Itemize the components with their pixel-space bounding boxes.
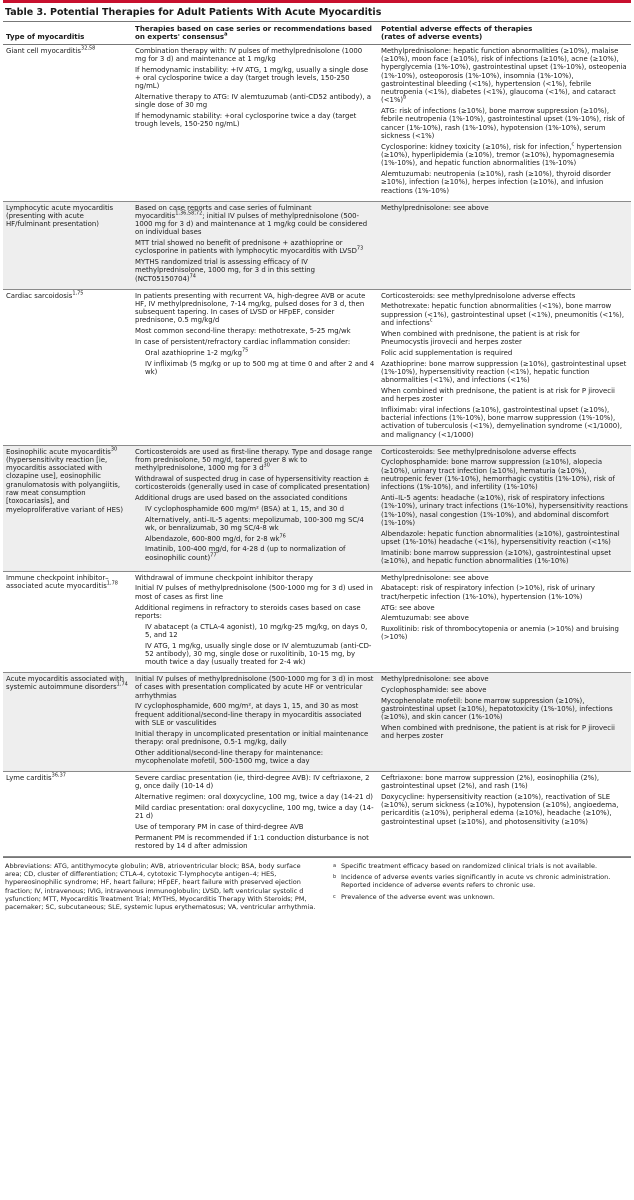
therapy-item-text: Initial therapy in uncomplicated presentation or initial maintenance therapy: oral prednisone, 0.5-1 mg/kg, daily [135, 729, 369, 746]
adverse-item [381, 302, 628, 327]
adverse-item [381, 793, 628, 826]
therapy-item [135, 448, 375, 473]
therapy-cell [132, 44, 378, 201]
abbreviations-note: Abbreviations: ATG, antithymocyte globulin; AVB, atrioventricular block; BSA, body surface area; CD, cluster of differentiation; CTLA-4, cytotoxic T-lymphocyte antigen–4; HES, hypereosinophilic syndrome; HF, heart failure; HFpEF, heart failure with preserved ejection fraction; IV, intravenous; IVIG, intravenous immunoglobulin; LVSD, left ventricular systolic d ysfunction; MTT, Myocarditis Treatment Trial; MYTHS, Myocarditis Therapy With Steroids; PM, pacemaker; SC, subcutaneous; SLE, systemic lupus erythematosus; VA, ventricular arrhythmia. [5, 861, 316, 912]
footnote [333, 862, 631, 870]
header-row [3, 22, 631, 44]
therapy-item [135, 804, 375, 821]
myocarditis-type-cell [3, 445, 132, 571]
adverse-item-text: Corticosteroids: See methylprednisolone adverse effects [381, 447, 577, 456]
myocarditis-type: Acute myocarditis associated with systemic autoimmune disorders [6, 675, 124, 692]
therapy-item [135, 47, 375, 64]
therapy-item [135, 574, 375, 582]
superscript: 30 [263, 462, 270, 469]
myocarditis-type: Lyme carditis [6, 773, 52, 782]
therapy-item-text: Alternatively, anti–IL-5 agents: mepolizumab, 100-300 mg SC/4 wk, or benralizumab, 30 mg SC/4-8 wk [145, 515, 364, 532]
therapy-item [135, 494, 375, 502]
superscript: 73 [356, 246, 364, 253]
therapy-item [135, 360, 375, 377]
therapy-item-text: Severe cardiac presentation (ie, third-degree AVB): IV ceftriaxone, 2 g, once daily (10-14 d) [135, 773, 370, 791]
superscript: b [403, 95, 407, 102]
reference-superscript: 1,75 [72, 290, 84, 297]
myocarditis-type: Immune checkpoint inhibitor–associated acute myocarditis [6, 573, 109, 590]
therapy-item-text: Combination therapy with: IV pulses of methylprednisolone (1000 mg for 3 d) and maintenance at 1 mg/kg [135, 46, 363, 63]
table-title: Table 3. Potential Therapies for Adult Patients With Acute Myocarditis [3, 3, 631, 22]
adverse-item-text: Cyclosporine: kidney toxicity (≥10%), risk for infection, [381, 142, 572, 151]
myocarditis-type: Giant cell myocarditis [6, 46, 82, 55]
therapy-item [135, 93, 375, 110]
footnote [333, 873, 631, 890]
therapy-item-text: Oral azathioprine 1-2 mg/kg [145, 348, 242, 357]
therapy-item [135, 749, 375, 766]
therapy-item [135, 834, 375, 851]
table-footer [3, 857, 631, 912]
adverse-item-text: Azathioprine: bone marrow suppression (≥10%), gastrointestinal upset (1%-10%), hypersensitivity reaction (<1%), hepatic function abnormalities (<1%), and infections (<1%) [381, 359, 627, 385]
adverse-item-text: Methylprednisolone: see above [381, 573, 489, 582]
adverse-item [381, 584, 628, 601]
therapy-item-text: Use of temporary PM in case of third-degree AVB [135, 822, 304, 831]
adverse-item [381, 458, 628, 491]
therapy-item [135, 793, 375, 801]
therapy-cell [132, 673, 378, 772]
myocarditis-type-cell [3, 771, 132, 856]
therapy-item [135, 327, 375, 335]
adverse-item-text: Infliximab: viral infections (≥10%), gastrointestinal upset (≥10%), bacterial infections (1%-10%), bone marrow suppression (1%-10%), activation of tuberculosis (<1%), demyelination syndrome (<1/1000), and malignancy (<1/1000) [381, 405, 623, 439]
therapy-item [135, 675, 375, 700]
adverse-item-text: Methylprednisolone: see above [381, 203, 489, 212]
adverse-item-text: Abatacept: risk of respiratory infection (>10%), risk of urinary tract/herpetic infection (1%-10%), hypertension (1%-10%) [381, 584, 596, 601]
therapy-cell [132, 201, 378, 289]
adverse-item-text: Albendazole: hepatic function abnormalities (≥10%), gastrointestinal upset (1%-10%) headache (<1%), hypersensitivity reaction (<1%) [381, 529, 620, 546]
myocarditis-type-cell [3, 289, 132, 445]
therapy-item-text: Imatinib, 100-400 mg/d, for 4-28 d (up to normalization of eosinophilic count) [145, 545, 346, 562]
therapy-item-text: IV cyclophosphamide, 600 mg/m², at days 1, 15, and 30 as most frequent additional/second-line therapy in myocarditis associated with SLE or vasculitides [135, 702, 362, 727]
therapy-cell [132, 445, 378, 571]
adverse-item-text: When combined with prednisone, the patient is at risk for Pneumocystis jirovecii and herpes zoster [381, 329, 580, 346]
adverse-item [381, 724, 628, 741]
therapy-item-text: Withdrawal of suspected drug in case of hypersensitivity reaction ± corticosteroids (generally used in case of complicated presentation) [135, 474, 370, 492]
therapy-item [135, 516, 375, 533]
myocarditis-type: Cardiac sarcoidosis [6, 291, 73, 300]
therapy-item [135, 292, 375, 325]
reference-superscript: 1,74 [116, 681, 128, 688]
therapy-item-text: Albendazole, 600-800 mg/d, for 2-8 wk [145, 534, 280, 543]
adverse-item [381, 406, 628, 439]
adverse-item-text: When combined with prednisone, the patient is at risk for P jirovecii and herpes zoster [381, 386, 615, 404]
adverse-item-text: ATG: see above [381, 603, 435, 612]
therapy-item-text: If hemodynamic instability: +IV ATG, 1 mg/kg, usually a single dose + oral cyclosporine twice a day (target trough levels, 150-250 ng/mL) [135, 65, 369, 91]
adverse-item [381, 349, 628, 357]
therapy-item-text: Alternative regimen: oral doxycycline, 100 mg, twice a day (14-21 d) [135, 792, 373, 801]
adverse-item [381, 675, 628, 683]
adverse-item-text: Corticosteroids: see methylprednisolone adverse effects [381, 291, 576, 300]
adverse-item [381, 387, 628, 404]
therapy-item [135, 774, 375, 791]
adverse-item [381, 448, 628, 456]
adverse-item-text: Alemtuzumab: neutropenia (≥10%), rash (≥10%), thyroid disorder ≥10%), infection (≥10%), herpes infection (≥10%), and infusion reactions (1%-10%) [381, 170, 612, 195]
adverse-item [381, 143, 628, 168]
superscript: 74 [189, 273, 196, 280]
therapy-item-text: Alternative therapy to ATG: IV alemtuzumab (anti-CD52 antibody), a single dose of 30 mg [135, 93, 371, 110]
therapy-item [135, 258, 375, 283]
table-body [3, 44, 631, 856]
adverse-item [381, 574, 628, 582]
reference-superscript: 1,78 [106, 580, 118, 587]
table-row [3, 771, 631, 856]
adverse-item-text-cont: hypertension (≥10%), hyperlipidemia (≥10%), tremor (≥10%), hypomagnesemia (1%-10%), and hepatic function abnormalities (1%-10%) [381, 142, 622, 168]
therapy-item [135, 623, 375, 640]
therapy-item-text: Withdrawal of immune checkpoint inhibitor therapy [135, 573, 313, 582]
adverse-item-text: Cyclophosphamide: bone marrow suppression (≥10%), alopecia (≥10%), urinary tract infection (≥10%), hematuria (≥10%), neutropenic fever (1%-10%), hemorrhagic cystitis (1%-10%), risk of infections (1%-10%), and infertility (1%-10%) [381, 458, 615, 492]
therapy-item [135, 204, 375, 237]
superscript: c [571, 141, 575, 148]
therapy-item [135, 730, 375, 747]
myocarditis-type: Lymphocytic acute myocarditis (presenting with acute HF/fulminant presentation) [6, 203, 114, 229]
therapy-item [135, 239, 375, 256]
adverse-item [381, 549, 628, 566]
superscript: 76 [279, 533, 286, 540]
adverse-item-text: Folic acid supplementation is required [381, 348, 513, 357]
therapy-cell [132, 289, 378, 445]
therapy-item [135, 349, 375, 357]
therapy-item-text: In patients presenting with recurrent VA, high-degree AVB or acute HF, IV methylprednisolone, 7-14 mg/kg, pulsed doses for 3 d, then subsequent tapering. In cases of LVSD or HFpEF, consider prednisone, 0.5 mg/kg/d [135, 291, 366, 325]
therapy-item-text: IV infliximab (5 mg/kg or up to 500 mg at time 0 and after 2 and 4 wk) [145, 359, 375, 376]
myocarditis-type-detail: (hypersensitivity reaction [ie, myocarditis associated with clozapine use], eosinophilic granulomatosis with polyangiitis, raw meat consumption [toxocariasis], and myeloproliferative variant of HES) [6, 455, 124, 514]
table-row [3, 571, 631, 672]
adverse-item [381, 686, 628, 694]
adverse-item-text: ATG: risk of infections (≥10%), bone marrow suppression (≥10%), febrile neutropenia (1%-10%), gastrointestinal upset (1%-10%), risk of cancer (1%-10%), rash (1%-10%), hypotension (1%-10%), serum sickness (<1%) [381, 107, 625, 141]
column-header-type: Type of myocarditis [3, 22, 132, 44]
adverse-effects-cell [378, 201, 631, 289]
therapy-item-text: Initial IV pulses of methylprednisolone (500-1000 mg for 3 d) in most of cases with presentation complicated by acute HF or ventricular arrhythmias [135, 675, 374, 700]
adverse-item [381, 170, 628, 195]
superscript: 75 [241, 347, 249, 354]
therapies-table [3, 22, 631, 857]
therapy-item [135, 66, 375, 91]
adverse-item-text: When combined with prednisone, the patient is at risk for P jirovecii and herpes zoster [381, 723, 615, 741]
adverse-item [381, 604, 628, 612]
therapy-item-text: Mild cardiac presentation: oral doxycycline, 100 mg, twice a day (14-21 d) [135, 803, 374, 820]
adverse-item [381, 614, 628, 622]
table-row [3, 201, 631, 289]
therapy-item-text: If hemodynamic stability: +oral cyclosporine twice a day (target trough levels, 150-250 ng/mL) [135, 112, 357, 129]
therapy-item [135, 604, 375, 621]
adverse-item-text: Imatinib: bone marrow suppression (≥10%), gastrointestinal upset (≥10%), and hepatic function abnormalities (1%-10%) [381, 548, 612, 565]
adverse-item [381, 494, 628, 527]
footnote-text: Specific treatment efficacy based on randomized clinical trials is not available. [341, 861, 598, 870]
superscript: 77 [210, 552, 217, 559]
therapy-item-text: Other additional/second-line therapy for maintenance: mycophenolate mofetil, 500-1500 mg, twice a day [135, 748, 324, 766]
adverse-item-text: Alemtuzumab: see above [381, 614, 469, 623]
adverse-item-text: Mycophenolate mofetil: bone marrow suppression (≥10%), gastrointestinal upset (≥10%), hepatotoxicity (1%-10%), infections (≥10%), and skin cancer (1%-10%) [381, 696, 613, 722]
adverse-item [381, 107, 628, 140]
therapy-item [135, 338, 375, 346]
therapy-item-text: Based on case reports and case series of fulminant myocarditis [135, 203, 312, 220]
adverse-item-text: Methotrexate: hepatic function abnormalities (<1%), bone marrow suppression (<1%), gastrointestinal upset (<1%), pneumonitis (<1%), and infections [381, 302, 625, 327]
table-row [3, 445, 631, 571]
adverse-item-text: Ceftriaxone: bone marrow suppression (2%), eosinophilia (2%), gastrointestinal upset (2%), and rash (1%) [381, 773, 600, 791]
reference-superscript: 32,58 [81, 45, 96, 52]
adverse-item [381, 204, 628, 212]
adverse-item [381, 292, 628, 300]
adverse-item [381, 47, 628, 105]
adverse-item-text: Methylprednisolone: see above [381, 675, 489, 683]
myocarditis-type-cell [3, 673, 132, 772]
adverse-effects-cell [378, 445, 631, 571]
myocarditis-type-cell [3, 44, 132, 201]
therapy-item-text: IV ATG, 1 mg/kg, usually single dose or IV alemtuzumab (anti-CD-52 antibody), 30 mg, single dose or ruxolitinib, 10-15 mg, by mouth twice a day (usually treated for 2-4 wk) [145, 641, 372, 667]
adverse-item-text: Doxycycline: hypersensitivity reaction (≥10%), reactivation of SLE (≥10%), serum sickness (≥10%), hypotension (≥10%), angioedema, pericarditis (≥10%), peripheral edema (≥10%), headache (≥10%), gastrointestinal upset (≥10%), and photosensitivity (≥10%) [381, 792, 619, 826]
adverse-item-text: Ruxolitinib: risk of thrombocytopenia or anemia (>10%) and bruising (>10%) [381, 625, 619, 642]
table-row [3, 289, 631, 445]
footnote-text: Incidence of adverse events varies significantly in acute vs chronic administration. Reported incidence of adverse events refers to chronic use. [341, 872, 611, 890]
therapy-item-text: MTT trial showed no benefit of prednisone + azathioprine or cyclosporine in patients with lymphocytic myocarditis with LVSD [135, 239, 357, 256]
therapy-item [135, 535, 375, 543]
therapy-item-text: Additional regimens in refractory to steroids cases based on case reports: [135, 603, 361, 620]
reference-superscript: 36,37 [51, 772, 66, 779]
therapy-item [135, 642, 375, 667]
adverse-effects-cell [378, 673, 631, 772]
adverse-item-text: Anti–IL-5 agents: headache (≥10%), risk of respiratory infections (1%-10%), urinary tract infections (1%-10%), hypersensitivity reactions (1%-10%), nasal congestion (1%-10%), and abdominal discomfort (1%-10%) [381, 493, 628, 527]
adverse-item-text: Cyclophosphamide: see above [381, 685, 487, 694]
table-row [3, 44, 631, 201]
therapy-item [135, 112, 375, 129]
adverse-effects-cell [378, 44, 631, 201]
therapy-item-text: In case of persistent/refractory cardiac inflammation consider: [135, 337, 351, 346]
therapy-item [135, 475, 375, 492]
therapy-cell [132, 771, 378, 856]
therapy-item-text: Most common second-line therapy: methotrexate, 5-25 mg/wk [135, 327, 351, 336]
footnote-text: Prevalence of the adverse event was unknown. [341, 892, 495, 901]
footnotes [325, 862, 631, 912]
adverse-item [381, 697, 628, 722]
therapy-item-text: IV abatacept (a CTLA-4 agonist), 10 mg/kg-25 mg/kg, on days 0, 5, and 12 [145, 622, 368, 639]
superscript: 1,36,58,72 [175, 210, 203, 217]
adverse-effects-cell [378, 771, 631, 856]
table-row [3, 673, 631, 772]
reference-superscript: 30 [110, 446, 118, 453]
myocarditis-type: Eosinophilic acute myocarditis [6, 447, 111, 456]
column-header-adverse: Potential adverse effects of therapies (rates of adverse events) [378, 22, 631, 44]
column-header-therapy: Therapies based on case series or recommendations based on experts' consensus$^a$ [132, 22, 378, 44]
footnote-marker: b [333, 873, 337, 880]
therapy-item [135, 702, 375, 727]
adverse-item-text: Methylprednisolone: hepatic function abnormalities (≥10%), malaise (≥10%), moon face (≥10%), risk of infections (≥10%), acne (≥10%), hyperglycemia (1%-10%), gastrointestinal upset (1%-10%), osteopenia (1%-10%), osteoporosis (1%-10%), insomnia (1%-10%), gastrointestinal bleeding (<1%), hypertension (<1%), febrile neutropenia (<1%), diabetes (<1%), glaucoma (<1%), and cataract (<1%) [381, 46, 627, 105]
adverse-item [381, 530, 628, 547]
adverse-effects-cell [378, 571, 631, 672]
therapy-item [135, 823, 375, 831]
superscript: c [429, 317, 433, 324]
therapy-item-text: Initial IV pulses of methylprednisolone (500-1000 mg for 3 d) used in most of cases as first line [135, 584, 373, 601]
therapy-item-text: Corticosteroids are used as first-line therapy. Type and dosage range from prednisolone, 50 mg/d, tapered over 8 wk to methylprednisolone, 1000 mg for 3 d [135, 447, 373, 473]
adverse-effects-cell [378, 289, 631, 445]
therapy-item-text: Permanent PM is recommended if 1:1 conduction disturbance is not restored by 14 d after admission [135, 833, 369, 850]
therapy-item-text: MYTHS randomized trial is assessing efficacy of IV methylprednisolone, 1000 mg, for 3 d in this setting (NCT05150704) [135, 258, 316, 283]
footnote-marker: a [333, 862, 337, 869]
therapy-item-text-cont: ; initial IV pulses of methylprednisolone (500-1000 mg for 3 d) and maintenance at 1 mg/kg could be considered on individual bases [135, 211, 368, 237]
myocarditis-type-cell [3, 201, 132, 289]
therapy-item-text: IV cyclophosphamide 600 mg/m² (BSA) at 1, 15, and 30 d [145, 504, 344, 513]
adverse-item [381, 330, 628, 347]
footnote [333, 893, 631, 901]
adverse-item [381, 625, 628, 642]
therapy-item-text: Additional drugs are used based on the associated conditions [135, 493, 348, 502]
adverse-item [381, 360, 628, 385]
therapy-item [135, 584, 375, 601]
therapy-item [135, 545, 375, 562]
myocarditis-type-cell [3, 571, 132, 672]
footnote-marker: c [333, 893, 336, 900]
therapy-cell [132, 571, 378, 672]
adverse-item [381, 774, 628, 791]
therapy-item [135, 505, 375, 513]
